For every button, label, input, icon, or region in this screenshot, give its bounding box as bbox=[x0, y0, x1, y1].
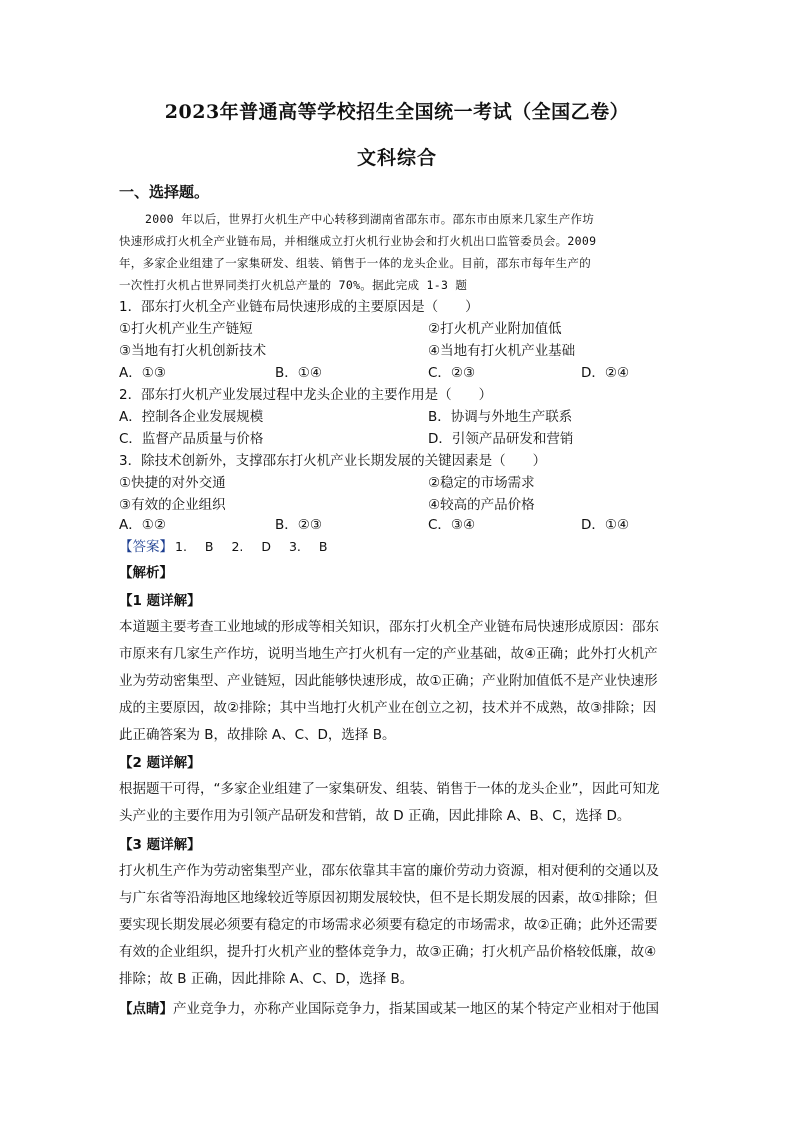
q1-statement-2: ②打火机产业附加值低 bbox=[428, 321, 562, 337]
detail-3-body bbox=[119, 858, 679, 993]
exam-subtitle: 文科综合 bbox=[356, 147, 437, 169]
question-2-stem: 2．邵东打火机产业发展过程中龙头企业的主要作用是（ ） bbox=[119, 387, 493, 403]
q2-option-b: B．协调与外地生产联系 bbox=[428, 409, 573, 425]
detail-line: 根据题干可得，“多家企业组建了一家集研发、组装、销售于一体的龙头企业”，因此可知龙 bbox=[119, 781, 660, 797]
q3-statement-4: ④较高的产品价格 bbox=[428, 497, 535, 513]
q3-option-a: A．①② bbox=[119, 517, 166, 533]
remark-label: 【点睛】 bbox=[119, 1001, 173, 1017]
detail-1-body bbox=[119, 614, 679, 749]
detail-line: 打火机生产作为劳动密集型产业，邵东依靠其丰富的廉价劳动力资源，相对便利的交通以及 bbox=[119, 863, 659, 879]
q3-option-b: B．②③ bbox=[275, 517, 322, 533]
analysis-label: 【解析】 bbox=[119, 565, 173, 581]
q2-option-d: D．引领产品研发和营销 bbox=[428, 431, 574, 447]
answer-values: 1. B 2. D 3. B bbox=[175, 539, 328, 554]
q3-statement-2: ②稳定的市场需求 bbox=[428, 475, 535, 491]
q3-option-d: D．①④ bbox=[581, 517, 630, 533]
q3-statement-3: ③有效的企业组织 bbox=[119, 497, 226, 513]
exam-title: 2023年普通高等学校招生全国统一考试（全国乙卷） bbox=[164, 101, 630, 123]
remark-line bbox=[119, 996, 679, 1023]
passage-line: 2000 年以后，世界打火机生产中心转移到湖南省邵东市。邵东市由原来几家生产作坊 bbox=[145, 212, 595, 226]
detail-line: 有效的企业组织，提升打火机产业的整体竞争力，故③正确；打火机产品价格较低廉，故④ bbox=[119, 944, 657, 960]
q1-option-a: A．①③ bbox=[119, 365, 166, 381]
section-heading: 一、选择题。 bbox=[119, 183, 210, 201]
detail-line: 本道题主要考查工业地域的形成等相关知识，邵东打火机全产业链布局快速形成原因：邵东 bbox=[119, 619, 659, 635]
passage-line: 快速形成打火机全产业链布局，并相继成立打火机行业协会和打火机出口监管委员会。2009 bbox=[119, 234, 597, 248]
q1-statement-4: ④当地有打火机产业基础 bbox=[428, 343, 576, 359]
detail-2-body bbox=[119, 776, 679, 830]
detail-line: 成的主要原因，故②排除；其中当地打火机产业在创立之初，技术并不成熟，故③排除；因 bbox=[119, 700, 657, 716]
detail-line: 排除；故 B 正确，因此排除 A、C、D，选择 B。 bbox=[119, 971, 414, 987]
detail-line: 市原来有几家生产作坊，说明当地生产打火机有一定的产业基础，故④正确；此外打火机产 bbox=[119, 646, 658, 662]
answer-label: 【答案】 bbox=[119, 539, 173, 555]
q1-option-d: D．②④ bbox=[581, 365, 630, 381]
answer-line bbox=[119, 536, 327, 558]
question-3-stem: 3．除技术创新外，支撑邵东打火机产业长期发展的关键因素是（ ） bbox=[119, 453, 547, 469]
question-1-stem: 1．邵东打火机全产业链布局快速形成的主要原因是（ ） bbox=[119, 299, 479, 315]
remark bbox=[119, 996, 679, 1023]
detail-line: 头产业的主要作用为引领产品研发和营销，故 D 正确，因此排除 A、B、C，选择 D。 bbox=[119, 808, 631, 824]
q3-option-c: C．③④ bbox=[428, 517, 476, 533]
passage-line: 一次性打火机占世界同类打火机总产量的 70%。据此完成 1-3 题 bbox=[119, 278, 468, 292]
q2-option-a: A．控制各企业发展规模 bbox=[119, 409, 264, 425]
q1-option-c: C．②③ bbox=[428, 365, 476, 381]
q1-statement-1: ①打火机产业生产链短 bbox=[119, 321, 253, 337]
reading-passage bbox=[119, 208, 677, 296]
passage-line: 年，多家企业组建了一家集研发、组装、销售于一体的龙头企业。目前，邵东市每年生产的 bbox=[119, 256, 591, 270]
q2-option-c: C．监督产品质量与价格 bbox=[119, 431, 264, 447]
detail-1-label: 【1 题详解】 bbox=[119, 593, 201, 609]
detail-2-label: 【2 题详解】 bbox=[119, 755, 201, 771]
detail-line: 与广东省等沿海地区地缘较近等原因初期发展较快，但不是长期发展的因素，故①排除；但 bbox=[119, 890, 658, 906]
detail-line: 要实现长期发展必须要有稳定的市场需求必须要有稳定的市场需求，故②正确；此外还需要 bbox=[119, 917, 658, 933]
q1-option-b: B．①④ bbox=[275, 365, 322, 381]
remark-text: 产业竞争力，亦称产业国际竞争力，指某国或某一地区的某个特定产业相对于他国 bbox=[173, 1001, 659, 1017]
detail-line: 业为劳动密集型、产业链短，因此能够快速形成，故①正确；产业附加值低不是产业快速形 bbox=[119, 673, 658, 689]
q1-statement-3: ③当地有打火机创新技术 bbox=[119, 343, 267, 359]
detail-3-label: 【3 题详解】 bbox=[119, 837, 201, 853]
q3-statement-1: ①快捷的对外交通 bbox=[119, 475, 226, 491]
detail-line: 此正确答案为 B，故排除 A、C、D，选择 B。 bbox=[119, 727, 396, 743]
